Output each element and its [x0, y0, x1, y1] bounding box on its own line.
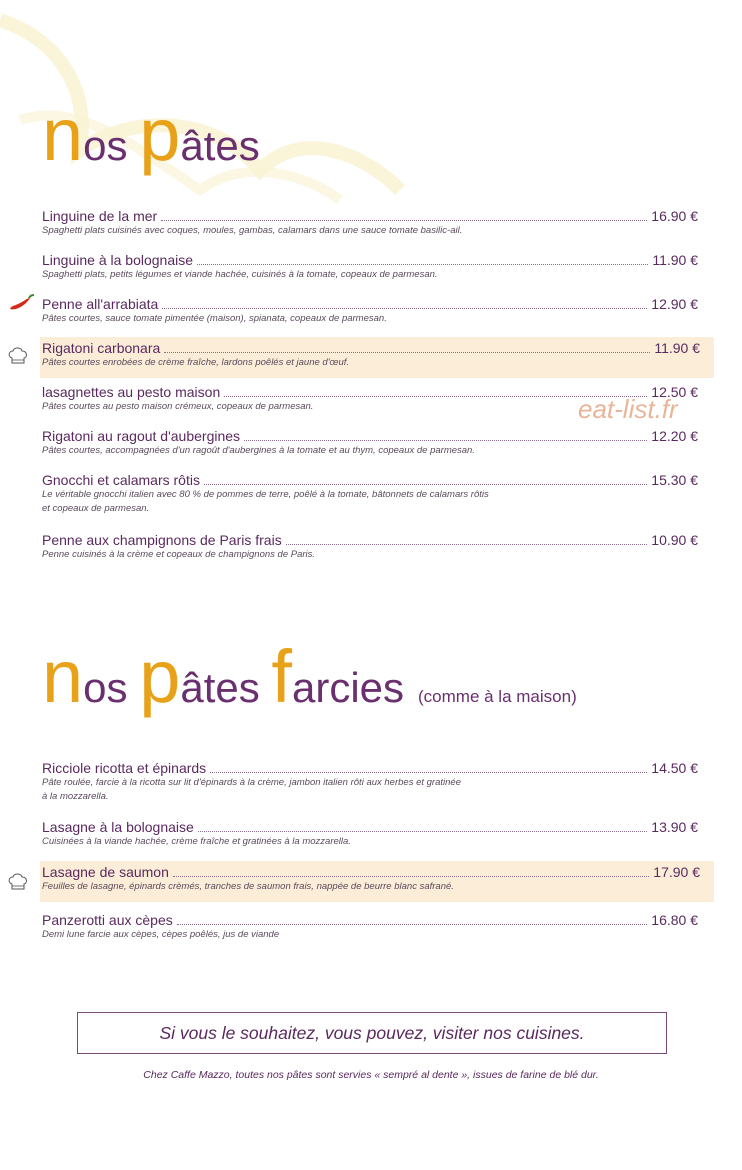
leader-dots — [164, 351, 650, 353]
leader-dots — [198, 830, 647, 832]
menu-item — [42, 472, 698, 516]
item-description: Pâtes courtes, sauce tomate pimentée (maison), spianata, copeaux de parmesan. — [42, 313, 387, 324]
item-name: Linguine de la mer — [42, 208, 158, 224]
leader-dots — [177, 923, 648, 925]
menu-item — [42, 819, 698, 849]
menu-item — [42, 208, 698, 238]
item-name: Lasagne de saumon — [42, 864, 169, 880]
item-price: 12.20 € — [651, 428, 698, 444]
item-description: Cuisinées à la viande hachée, crème fraîche et gratinées à la mozzarella. — [42, 836, 351, 847]
item-price: 11.90 € — [654, 340, 700, 356]
item-price: 16.80 € — [651, 912, 698, 928]
item-description-line2: à la mozzarella. — [42, 791, 109, 802]
item-description: Penne cuisinés à la crème et copeaux de champignons de Paris. — [42, 549, 316, 560]
leader-dots — [244, 439, 647, 441]
section-title-pates: nos pâtes — [42, 93, 260, 176]
item-name: Ricciole ricotta et épinards — [42, 760, 207, 776]
item-description-line2: et copeaux de parmesan. — [42, 503, 150, 514]
kitchen-visit-notice: Si vous le souhaitez, vous pouvez, visiter nos cuisines. — [77, 1012, 667, 1054]
section-title-pates-farcies: nos pâtes farcies (comme à la maison) — [42, 635, 577, 718]
item-name: Gnocchi et calamars rôtis — [42, 472, 200, 488]
menu-item — [42, 252, 698, 282]
eat-list-watermark: eat-list.fr — [578, 394, 678, 424]
section-subtitle: (comme à la maison) — [418, 687, 577, 706]
item-description: Spaghetti plats, petits légumes et viande hachée, cuisinés à la tomate, copeaux de parmesan. — [42, 269, 438, 280]
item-description: Feuilles de lasagne, épinards crèmés, tranches de saumon frais, nappée de beurre blanc safrané. — [42, 881, 454, 892]
item-price: 14.50 € — [651, 760, 698, 776]
menu-item — [42, 760, 698, 804]
item-price: 12.50 € — [651, 384, 698, 400]
item-name: Penne aux champignons de Paris frais — [42, 532, 282, 548]
item-price: 15.30 € — [651, 472, 698, 488]
item-description: Pâtes courtes au pesto maison crémeux, copeaux de parmesan. — [42, 401, 314, 412]
leader-dots — [173, 875, 649, 877]
item-description: Le véritable gnocchi italien avec 80 % de pommes de terre, poêlé à la tomate, bâtonnets de calamars rôtis — [42, 489, 489, 500]
menu-item-highlighted — [40, 337, 714, 378]
item-name: Rigatoni carbonara — [42, 340, 161, 356]
chef-hat-icon — [6, 344, 30, 368]
leader-dots — [161, 219, 647, 221]
leader-dots — [204, 483, 647, 485]
chef-hat-icon — [6, 870, 30, 894]
item-description: Pâtes courtes enrobées de crème fraîche, lardons poêlés et jaune d'œuf. — [42, 357, 350, 368]
menu-item-highlighted — [40, 861, 714, 902]
menu-item — [42, 296, 698, 326]
item-price: 17.90 € — [653, 864, 700, 880]
menu-item — [42, 428, 698, 458]
menu-item — [42, 912, 698, 942]
item-price: 13.90 € — [651, 819, 698, 835]
item-name: Rigatoni au ragout d'aubergines — [42, 428, 241, 444]
leader-dots — [210, 771, 647, 773]
item-price: 11.90 € — [652, 252, 698, 268]
leader-dots — [197, 263, 648, 265]
item-name: Penne all'arrabiata — [42, 296, 159, 312]
leader-dots — [162, 307, 647, 309]
item-description: Spaghetti plats cuisinés avec coques, moules, gambas, calamars dans une sauce tomate basilic-ail. — [42, 225, 463, 236]
footnote: Chez Caffe Mazzo, toutes nos pâtes sont servies « sempré al dente », issues de farine de blé dur. — [143, 1069, 599, 1081]
leader-dots — [286, 543, 648, 545]
item-name: Linguine à la bolognaise — [42, 252, 194, 268]
item-price: 16.90 € — [651, 208, 698, 224]
item-name: lasagnettes au pesto maison — [42, 384, 221, 400]
item-price: 12.90 € — [651, 296, 698, 312]
item-description: Demi lune farcie aux cèpes, cèpes poêlés, jus de viande — [42, 929, 280, 940]
menu-item — [42, 532, 698, 562]
item-price: 10.90 € — [651, 532, 698, 548]
item-description: Pâte roulée, farcie à la ricotta sur lit d'épinards à la crème, jambon italien rôti aux herbes et gratinée — [42, 777, 461, 788]
chili-pepper-icon — [6, 293, 36, 313]
item-name: Panzerotti aux cèpes — [42, 912, 173, 928]
item-name: Lasagne à la bolognaise — [42, 819, 194, 835]
item-description: Pâtes courtes, accompagnées d'un ragoût d'aubergines à la tomate et au thym, copeaux de parmesan. — [42, 445, 475, 456]
